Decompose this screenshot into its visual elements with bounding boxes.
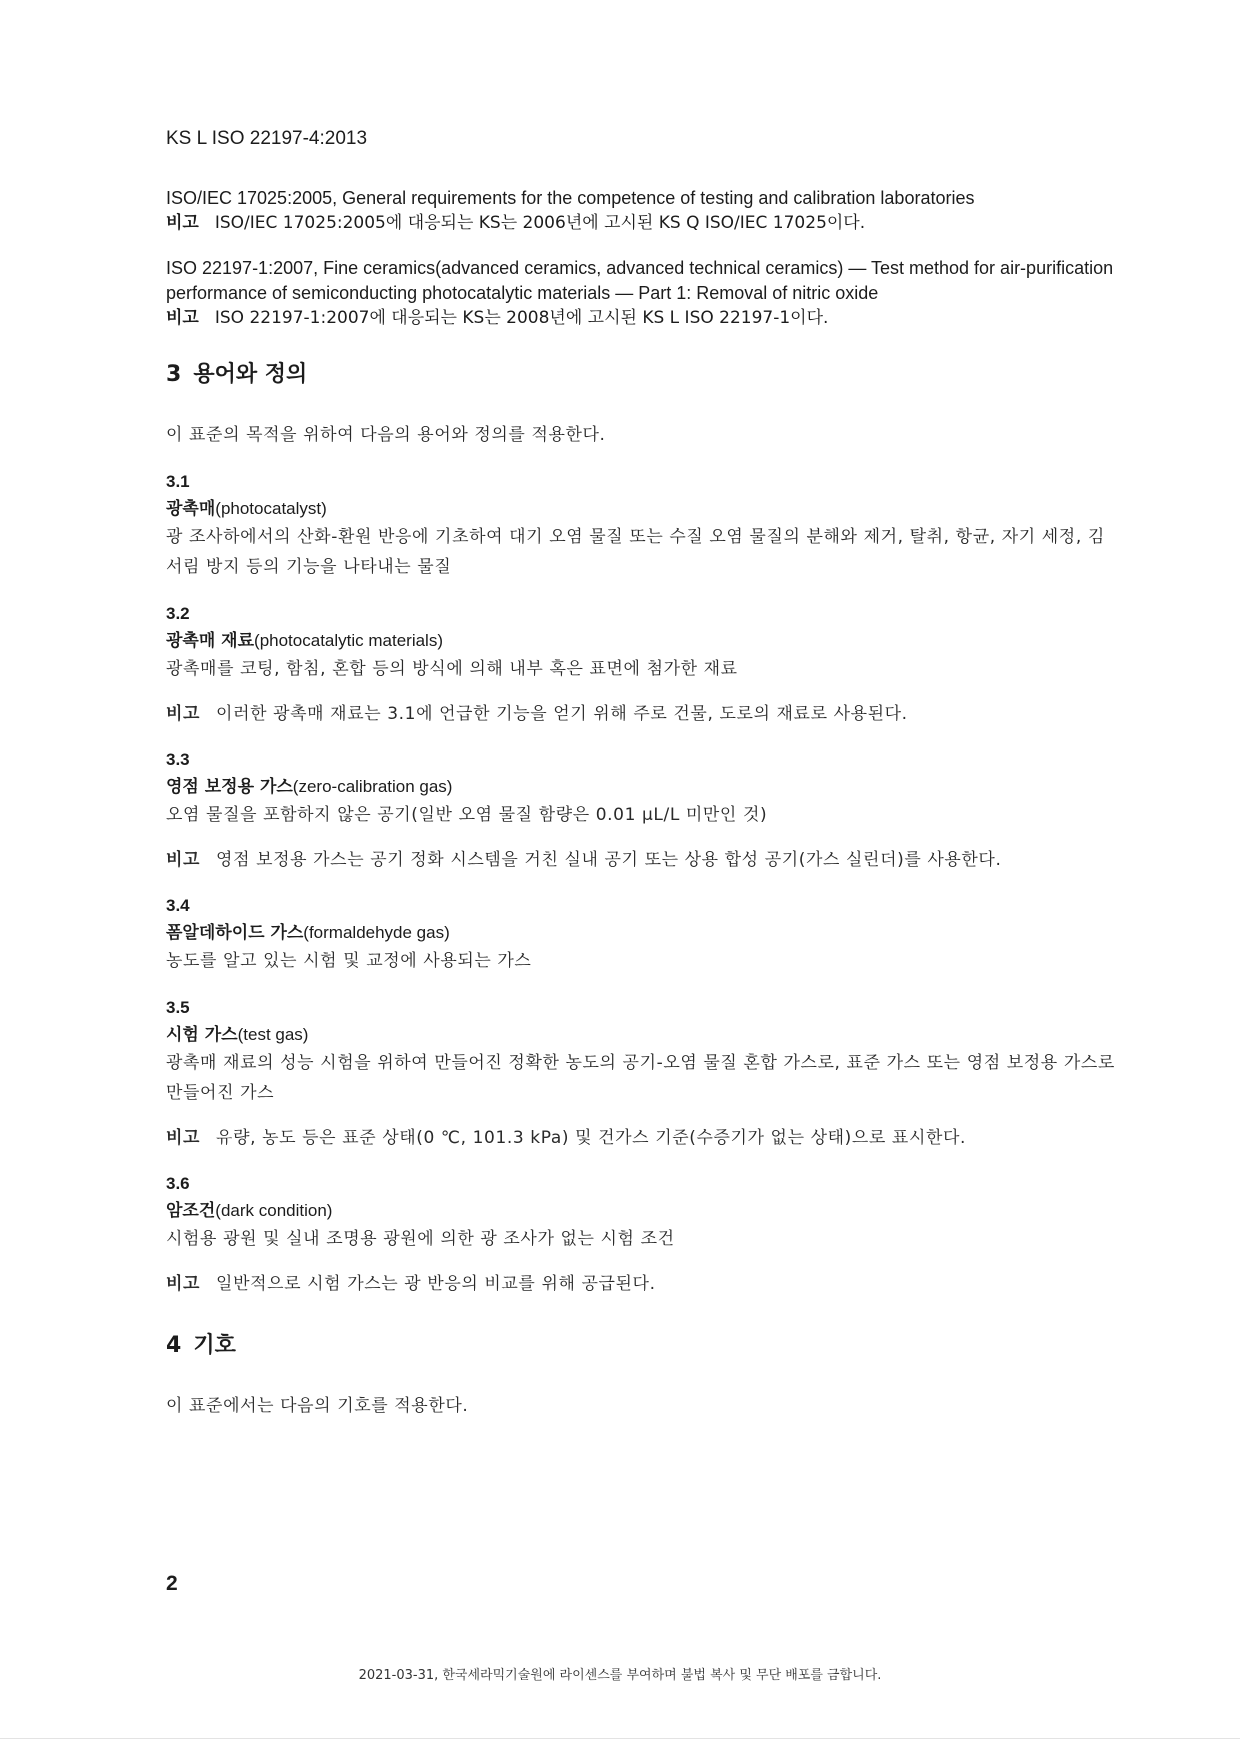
reference-iso-22197-1 (166, 256, 1116, 331)
term-note (166, 846, 1116, 874)
page-number: 2 (166, 1572, 178, 1595)
term-3-2 (166, 604, 1116, 728)
term-english: (photocatalytic materials) (254, 631, 443, 650)
term-number: 3.4 (166, 896, 190, 915)
term-english: (zero-calibration gas) (292, 777, 453, 796)
term-english: (formaldehyde gas) (303, 923, 450, 942)
note-text: 유량, 농도 등은 표준 상태(0 ℃, 101.3 kPa) 및 건가스 기준(수증기가 없는 상태)으로 표시한다. (216, 1128, 967, 1148)
license-footer: 2021-03-31, 한국세라믹기술원에 라이센스를 부여하며 불법 복사 및 무단 배포를 금합니다. (358, 1668, 882, 1683)
term-title (166, 496, 1116, 522)
term-english: (photocatalyst) (215, 499, 327, 518)
document-id: KS L ISO 22197-4:2013 (166, 128, 368, 149)
reference-title: ISO/IEC 17025:2005, General requirements for the competence of testing and calibration laboratories (166, 188, 975, 208)
note-text: ISO 22197-1:2007에 대응되는 KS는 2008년에 고시된 KS L ISO 22197-1이다. (214, 308, 829, 328)
term-english: (test gas) (237, 1025, 309, 1044)
term-definition: 광촉매 재료의 성능 시험을 위하여 만들어진 정확한 농도의 공기-오염 물질 혼합 가스로, 표준 가스 또는 영점 보정용 가스로 만들어진 가스 (166, 1053, 1115, 1103)
section-4-heading (166, 1328, 1116, 1359)
bottom-divider (0, 1738, 1240, 1739)
section-3-intro: 이 표준의 목적을 위하여 다음의 용어와 정의를 적용한다. (166, 425, 606, 445)
term-definition: 시험용 광원 및 실내 조명용 광원에 의한 광 조사가 없는 시험 조건 (166, 1229, 675, 1249)
term-title (166, 1022, 1116, 1048)
term-title (166, 628, 1116, 654)
reference-note (166, 306, 1116, 331)
note-label: 비고 (166, 1128, 201, 1148)
reference-note (166, 211, 1116, 236)
reference-title: ISO 22197-1:2007, Fine ceramics(advanced ceramics, advanced technical ceramics) — Test method for air-purification performance of semiconducting photocatalytic materials — Part 1: Removal of nitric oxide (166, 258, 1114, 303)
section-4-intro: 이 표준에서는 다음의 기호를 적용한다. (166, 1396, 469, 1416)
note-text: 일반적으로 시험 가스는 광 반응의 비교를 위해 공급된다. (216, 1274, 656, 1294)
note-text: ISO/IEC 17025:2005에 대응되는 KS는 2006년에 고시된 KS Q ISO/IEC 17025이다. (214, 213, 866, 233)
term-definition: 광 조사하에서의 산화-환원 반응에 기초하여 대기 오염 물질 또는 수질 오염 물질의 분해와 제거, 탈취, 항균, 자기 세정, 김 서림 방지 등의 기능을 나타내는 물질 (166, 527, 1105, 577)
section-3-heading (166, 357, 1116, 388)
term-3-5 (166, 998, 1116, 1152)
term-3-1 (166, 472, 1116, 582)
note-text: 이러한 광촉매 재료는 3.1에 언급한 기능을 얻기 위해 주로 건물, 도로의 재료로 사용된다. (216, 704, 908, 724)
note-label: 비고 (166, 213, 199, 233)
term-korean: 광촉매 (166, 499, 216, 519)
term-definition: 오염 물질을 포함하지 않은 공기(일반 오염 물질 함량은 0.01 μL/L 미만인 것) (166, 805, 768, 825)
note-label: 비고 (166, 704, 201, 724)
term-3-6 (166, 1174, 1116, 1298)
note-label: 비고 (166, 308, 199, 328)
term-number: 3.5 (166, 998, 190, 1017)
term-number: 3.3 (166, 750, 190, 769)
term-korean: 광촉매 재료 (166, 631, 255, 651)
section-number: 3 (166, 362, 182, 387)
reference-iso-17025 (166, 186, 1116, 236)
section-number: 4 (166, 1333, 182, 1358)
term-korean: 암조건 (166, 1201, 216, 1221)
term-note (166, 700, 1116, 728)
term-number: 3.1 (166, 472, 190, 491)
term-number: 3.2 (166, 604, 190, 623)
term-3-4 (166, 896, 1116, 976)
note-text: 영점 보정용 가스는 공기 정화 시스템을 거친 실내 공기 또는 상용 합성 공기(가스 실린더)를 사용한다. (216, 850, 1002, 870)
section-title: 기호 (193, 1333, 236, 1358)
note-label: 비고 (166, 850, 201, 870)
term-title (166, 920, 1116, 946)
term-definition: 농도를 알고 있는 시험 및 교정에 사용되는 가스 (166, 951, 532, 971)
document-page (166, 128, 1116, 1421)
note-label: 비고 (166, 1274, 201, 1294)
section-title: 용어와 정의 (193, 362, 308, 387)
term-title (166, 774, 1116, 800)
term-korean: 시험 가스 (166, 1025, 238, 1045)
term-korean: 영점 보정용 가스 (166, 777, 293, 797)
term-note (166, 1270, 1116, 1298)
term-korean: 폼알데하이드 가스 (166, 923, 304, 943)
term-note (166, 1124, 1116, 1152)
term-title (166, 1198, 1116, 1224)
term-english: (dark condition) (215, 1201, 333, 1220)
term-number: 3.6 (166, 1174, 190, 1193)
term-3-3 (166, 750, 1116, 874)
term-definition: 광촉매를 코팅, 함침, 혼합 등의 방식에 의해 내부 혹은 표면에 첨가한 재료 (166, 659, 738, 679)
